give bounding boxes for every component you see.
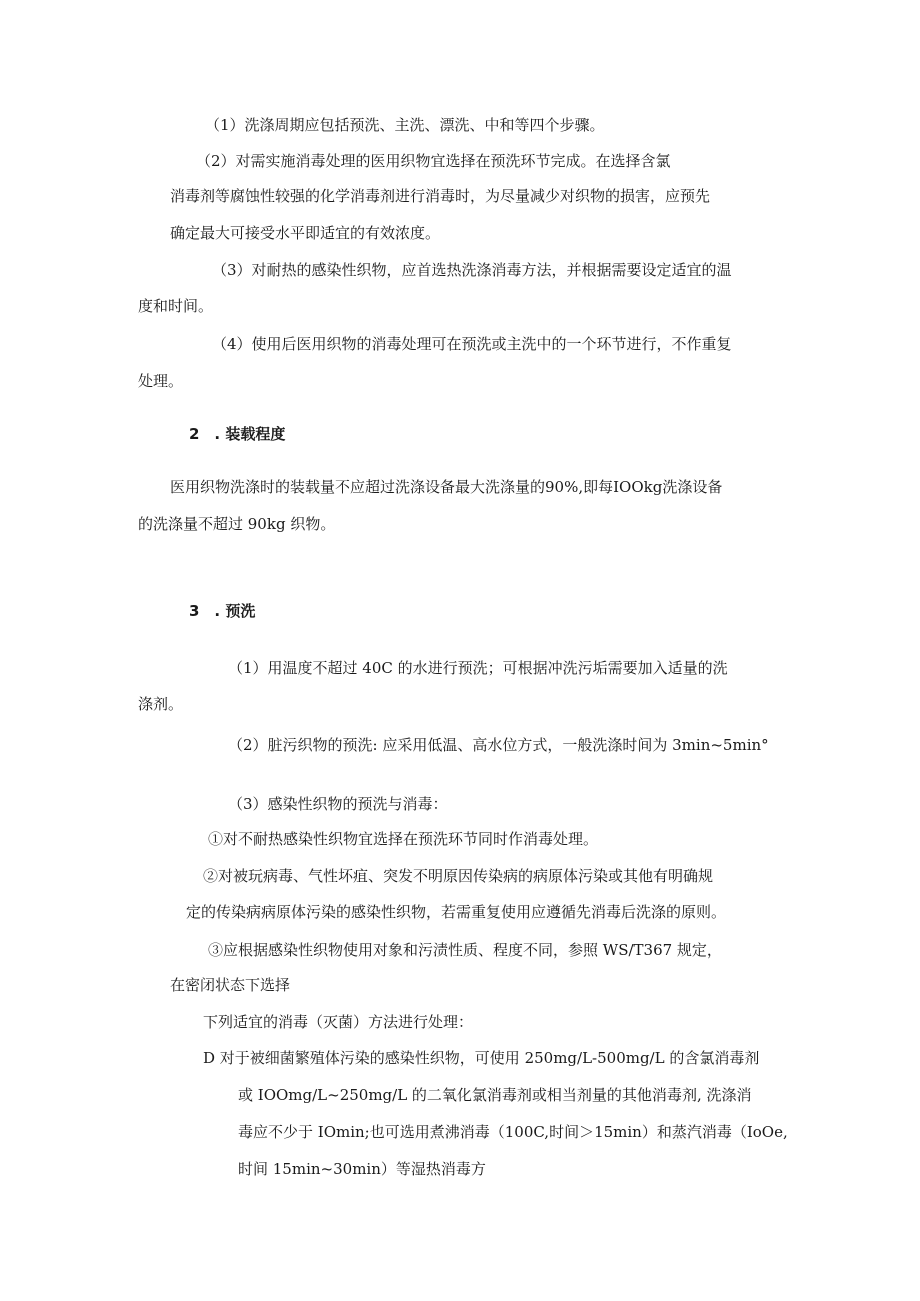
disinfection-method-d-line-3: 毒应不少于 IOmin;也可选用煮沸消毒（100C,时间＞15min）和蒸汽消毒（IoOe, (238, 1123, 788, 1141)
wash-cycle-item-4-line-2: 处理。 (138, 372, 184, 390)
wash-cycle-item-2-line-1: （2）对需实施消毒处理的医用织物宜选择在预洗环节完成。在选择含氯 (196, 152, 671, 170)
infectious-sub-item-3-line-2: 在密闭状态下选择 (170, 976, 291, 994)
wash-cycle-item-4-line-1: （4）使用后医用织物的消毒处理可在预洗或主洗中的一个环节进行，不作重复 (212, 335, 732, 353)
section-heading-prewash: 3 . 预洗 (189, 602, 256, 620)
section-heading-loading: 2 . 装载程度 (189, 425, 286, 443)
prewash-item-3: （3）感染性织物的预洗与消毒： (228, 795, 448, 813)
infectious-sub-item-3-line-1: ③应根据感染性织物使用对象和污渍性质、程度不同，参照 WS/T367 规定， (208, 941, 722, 959)
wash-cycle-item-2-line-3: 确定最大可接受水平即适宜的有效浓度。 (170, 224, 441, 242)
disinfection-method-d-line-2: 或 IOOmg∕L~250mg/L 的二氧化氯消毒剂或相当剂量的其他消毒剂, 洗涤消 (238, 1086, 752, 1104)
prewash-item-1-line-2: 涤剂。 (138, 695, 184, 713)
disinfection-method-d-line-1: D 对于被细菌繁殖体污染的感染性织物，可使用 250mg∕L-500mg∕L 的含氯消毒剂 (203, 1049, 760, 1067)
wash-cycle-item-3-line-2: 度和时间。 (138, 297, 214, 315)
wash-cycle-item-3-line-1: （3）对耐热的感染性织物，应首选热洗涤消毒方法，并根据需要设定适宜的温 (212, 261, 732, 279)
infectious-sub-item-3-line-3: 下列适宜的消毒（灭菌）方法进行处理： (203, 1013, 474, 1031)
prewash-item-1-line-1: （1）用温度不超过 40C 的水进行预洗；可根据冲洗污垢需要加入适量的洗 (228, 659, 728, 677)
infectious-sub-item-2-line-2: 定的传染病病原体污染的感染性织物，若需重复使用应遵循先消毒后洗涤的原则。 (186, 903, 727, 921)
disinfection-method-d-line-4: 时间 15min~30min）等湿热消毒方 (238, 1160, 486, 1178)
wash-cycle-item-2-line-2: 消毒剂等腐蚀性较强的化学消毒剂进行消毒时，为尽量减少对织物的损害，应预先 (170, 187, 711, 205)
loading-paragraph-line-2: 的洗涤量不超过 90kg 织物。 (138, 515, 336, 533)
wash-cycle-item-1: （1）洗涤周期应包括预洗、主洗、漂洗、中和等四个步骤。 (205, 116, 605, 134)
infectious-sub-item-2-line-1: ②对被玩病毒、气性坏疽、突发不明原因传染病的病原体污染或其他有明确规 (203, 867, 714, 885)
loading-paragraph-line-1: 医用织物洗涤时的装载量不应超过洗涤设备最大洗涤量的90%,即每IOOkg洗涤设备 (170, 478, 723, 496)
prewash-item-2: （2）脏污织物的预洗: 应采用低温、高水位方式，一般洗涤时间为 3min~5min° (228, 736, 769, 754)
infectious-sub-item-1: ①对不耐热感染性织物宜选择在预洗环节同时作消毒处理。 (208, 830, 599, 848)
